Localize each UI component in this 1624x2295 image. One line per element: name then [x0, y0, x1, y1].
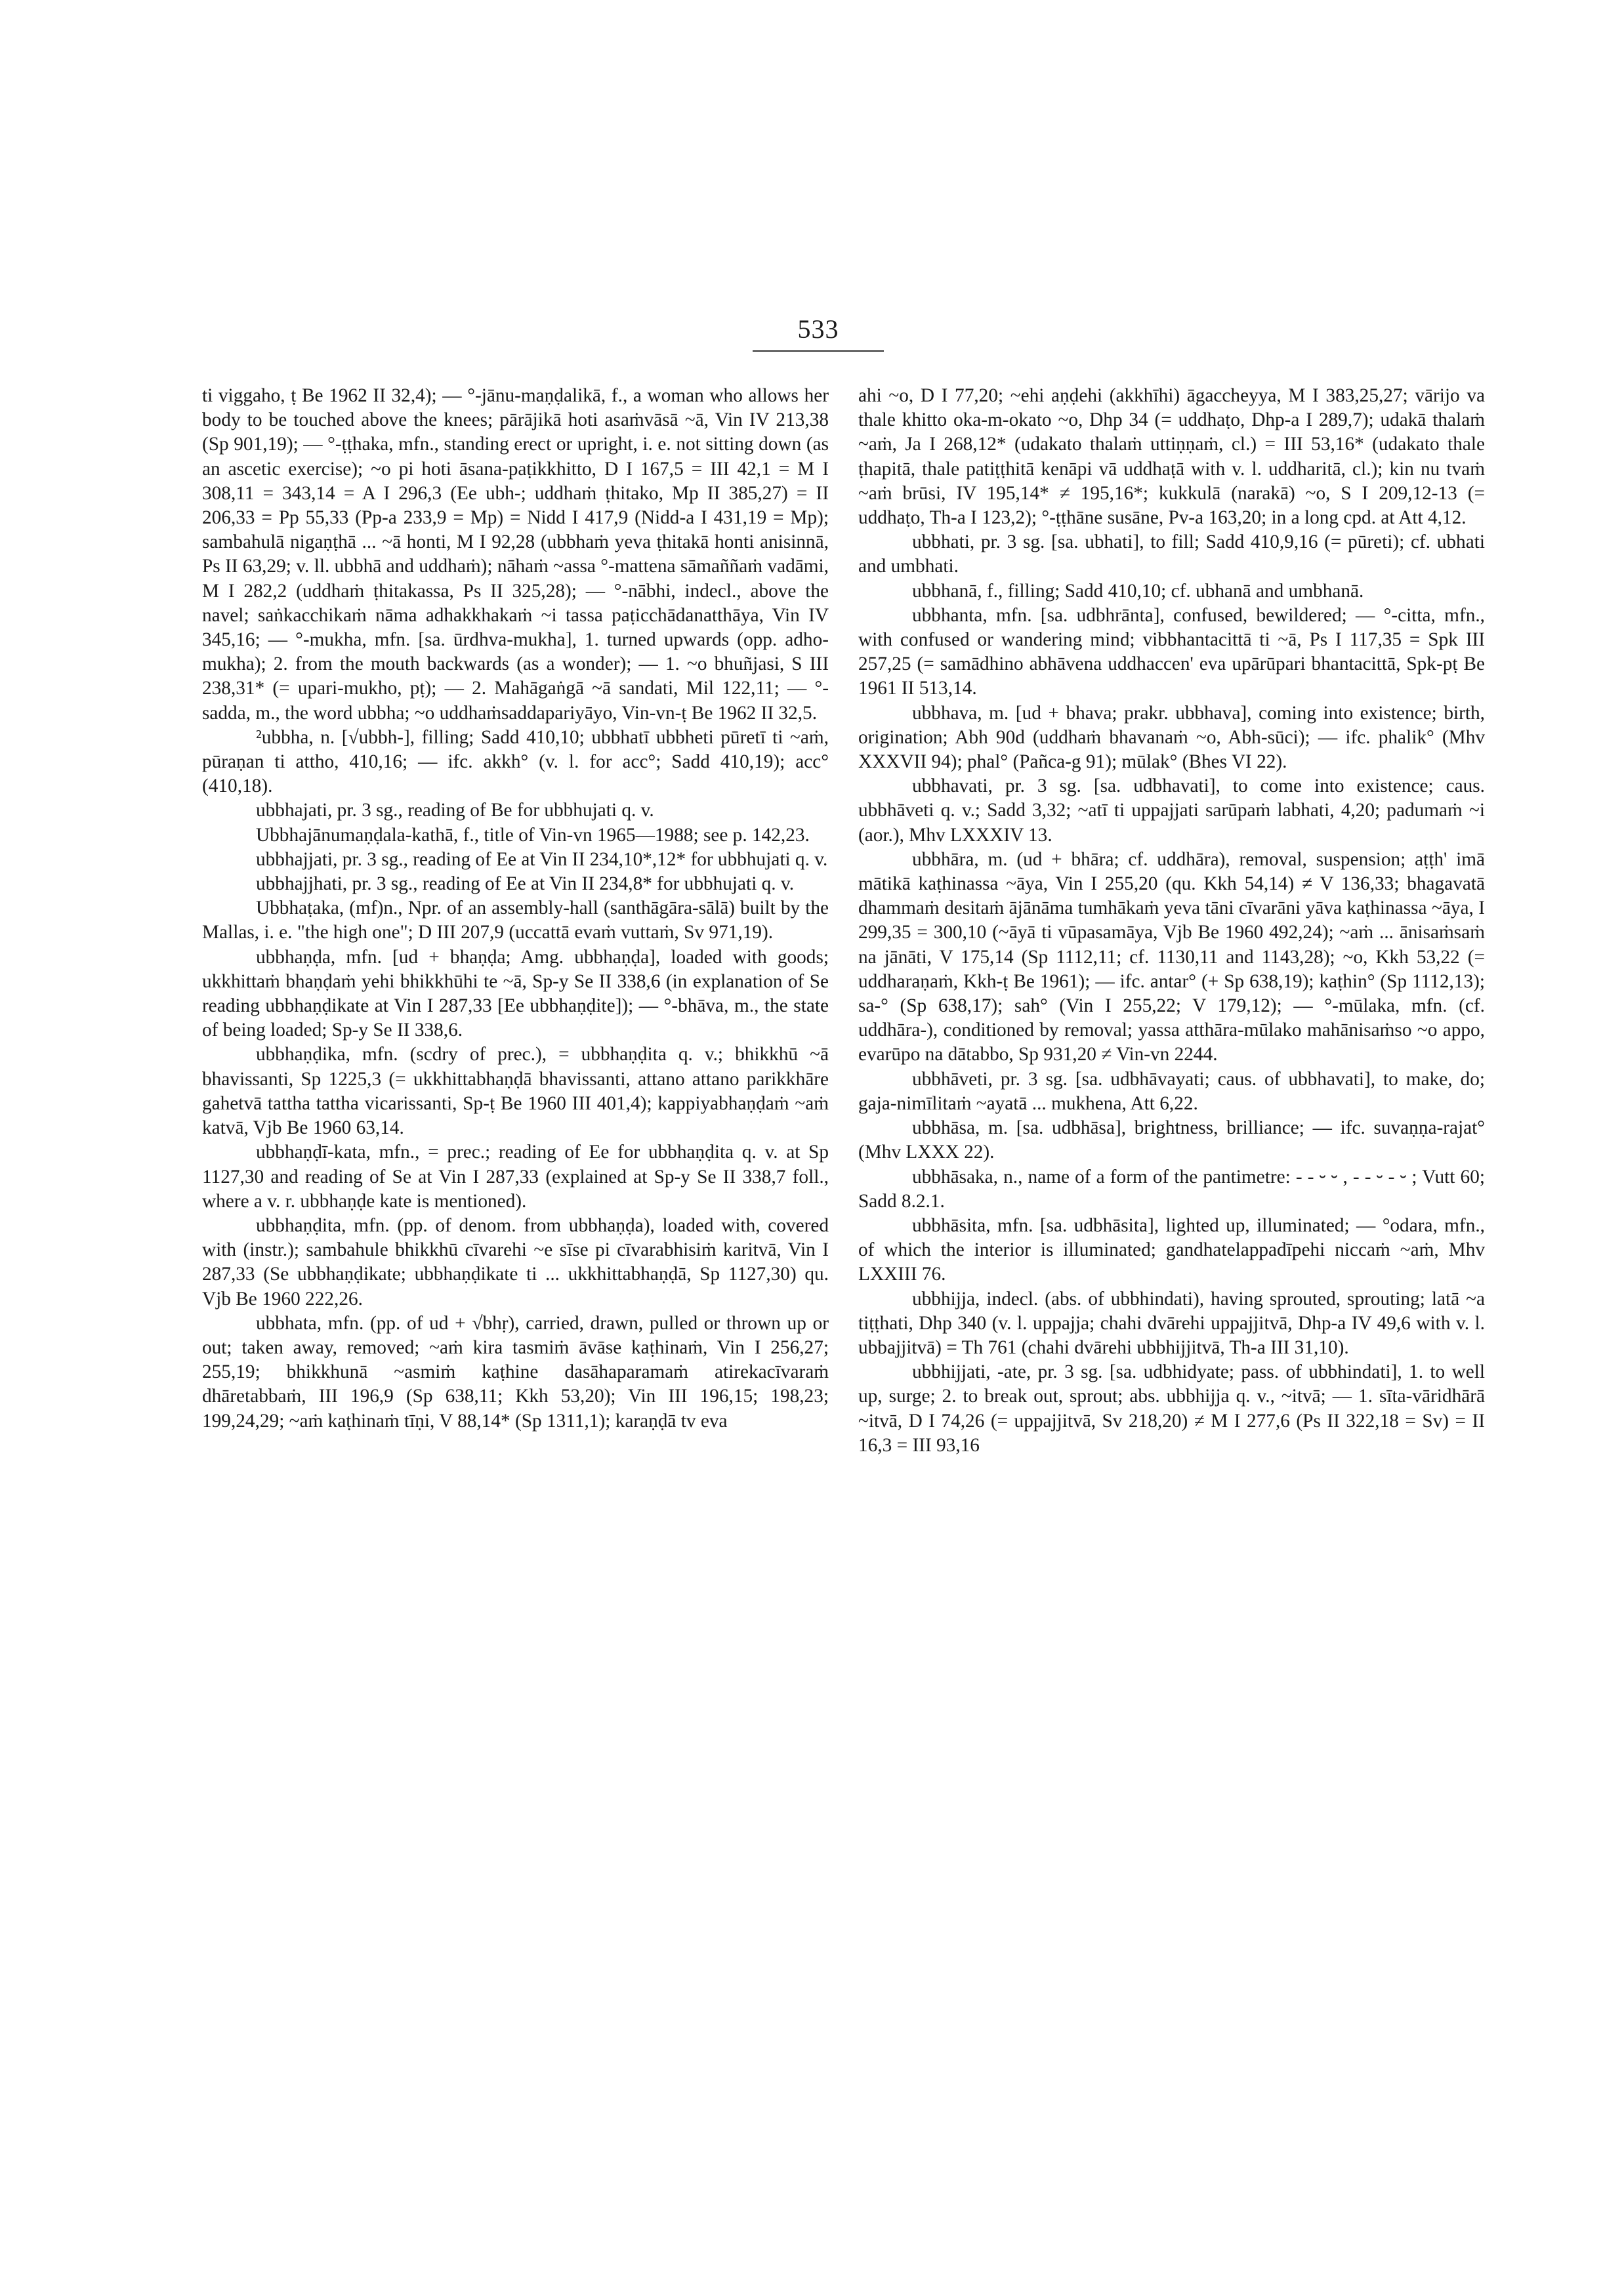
dictionary-entry: ubbhava, m. [ud + bhava; prakr. ubbhava], coming into existence; birth, origination; Abh 90d (uddhaṁ bhavanaṁ ~o, Abh-sūci); — ifc. phalik° (Mhv XXXVII 94); phal° (Pañca-g 91); mūlak° (Bhes VI 22). — [858, 702, 1485, 773]
dictionary-entry: ubbhāra, m. (ud + bhāra; cf. uddhāra), removal, suspension; aṭṭh' imā mātikā kaṭhinassa ~āya, Vin I 255,20 (qu. Kkh 54,14) ≠ V 136,33; bhagavatā dhammaṁ desitaṁ ājānāma tumhākaṁ yeva tāni cīvarāni yāva kaṭhinassa ~āya, I 299,35 = 300,10 (~āyā ti vūpasamāya, Vjb Be 1960 492,24); ~aṁ ... ānisaṁsaṁ na jānāti, V 175,14 (Sp 1112,11; cf. 1130,11 and 1143,28); ~o, Kkh 53,22 (= uddharaṇaṁ, Kkh-ṭ Be 1961); — ifc. antar° (+ Sp 638,19); kaṭhin° (Sp 1112,13); sa-° (Sp 638,17); sah° (Vin I 255,22; V 179,12); — °-mūlaka, mfn. (cf. uddhāra-), conditioned by removal; yassa atthāra-mūlako mahānisaṁso ~o appo, evarūpo na dātabbo, Sp 931,20 ≠ Vin-vn 2244. — [858, 848, 1485, 1065]
dictionary-entry: ubbhaṇḍa, mfn. [ud + bhaṇḍa; Amg. ubbhaṇḍa], loaded with goods; ukkhittaṁ bhaṇḍaṁ yehi bhikkhūhi te ~ā, Sp-y Se II 338,6 (in explanation of Se reading ubbhaṇḍikate at Vin I 287,33 [Ee ubbhaṇḍite]); — °-bhāva, m., the state of being loaded; Sp-y Se II 338,6. — [202, 946, 829, 1041]
dictionary-entry: ubbhajati, pr. 3 sg., reading of Be for ubbhujati q. v. — [256, 800, 654, 821]
dictionary-entry: ubbhāveti, pr. 3 sg. [sa. udbhāvayati; caus. of ubbhavati], to make, do; gaja-nimīlitaṁ ~ayatā ... mukhena, Att 6,22. — [858, 1068, 1485, 1114]
dictionary-entry: ubbhaṇḍī-kata, mfn., = prec.; reading of Ee for ubbhaṇḍita q. v. at Sp 1127,30 and reading of Se at Vin I 287,33 (explained at Sp-y Se II 338,7 foll., where a v. r. ubbhaṇḍe kate is mentioned). — [202, 1142, 829, 1212]
dictionary-entry: Ubbhaṭaka, (mf)n., Npr. of an assembly-hall (santhāgāra-sālā) built by the Mallas, i. e. "the high one"; D III 207,9 (uccattā evaṁ vuttaṁ, Sv 971,19). — [202, 898, 829, 943]
dictionary-entry: ahi ~o, D I 77,20; ~ehi aṇḍehi (akkhīhi) āgaccheyya, M I 383,25,27; vārijo va thale khitto oka-m-okato ~o, Dhp 34 (= uddhaṭo, Dhp-a I 289,7); udakā thalaṁ ~aṁ, Ja I 268,12* (udakato thalaṁ uttiṇṇaṁ, cl.) = III 53,16* (udakato thale ṭhapitā, thale patiṭṭhitā kenāpi vā uddhaṭā with v. l. uddharitā, cl.); kin nu tvaṁ ~aṁ brūsi, IV 195,14* ≠ 195,16*; kukkulā (narakā) ~o, S I 209,12-13 (= uddhaṭo, Th-a I 123,2); °-ṭṭhāne susāne, Pv-a 163,20; in a long cpd. at Att 4,12. — [858, 385, 1485, 529]
dictionary-entry: ubbhata, mfn. (pp. of ud + √bhṛ), carried, drawn, pulled or thrown up or out; taken away, removed; ~aṁ kira tasmiṁ āvāse kaṭhinaṁ, Vin I 256,27; 255,19; bhikkhunā ~asmiṁ kaṭhine dasāhaparamaṁ atirekacīvaraṁ dhāretabbaṁ, III 196,9 (Sp 638,11; Kkh 53,20); Vin III 196,15; 198,23; 199,24,29; ~aṁ kaṭhinaṁ tīṇi, V 88,14* (Sp 1311,1); karaṇḍā tv eva — [202, 1312, 829, 1432]
page-number-rule — [753, 350, 884, 352]
dictionary-entry: ubbhati, pr. 3 sg. [sa. ubhati], to fill; Sadd 410,9,16 (= pūreti); cf. ubhati and umbhati. — [858, 531, 1485, 577]
dictionary-entry: ubbhijjati, -ate, pr. 3 sg. [sa. udbhidyate; pass. of ubbhindati], 1. to well up, surge; 2. to break out, sprout; abs. ubbhijja q. v., ~itvā; — 1. sīta-vāridhārā ~itvā, D I 74,26 (= uppajjitvā, Sv 218,20) ≠ M I 277,6 (Ps II 322,18 = Sv) = II 16,3 = III 93,16 — [858, 1361, 1485, 1456]
page-number: 533 — [797, 314, 839, 344]
dictionary-entry: ubbhavati, pr. 3 sg. [sa. udbhavati], to come into existence; caus. ubbhāveti q. v.; Sadd 3,32; ~atī ti uppajjati sarūpaṁ labhati, 4,20; padumaṁ ~i (aor.), Mhv LXXXIV 13. — [858, 775, 1485, 846]
dictionary-entry: ubbhanā, f., filling; Sadd 410,10; cf. ubhanā and umbhanā. — [912, 580, 1364, 602]
left-column — [202, 384, 829, 1434]
dictionary-entry: ubbhāsaka, n., name of a form of the pantimetre: - - ⏑ ⏑ , - - ⏑ - ⏑ ; Vutt 60; Sadd 8.2.1. — [858, 1166, 1485, 1212]
dictionary-entry: ubbhajjati, pr. 3 sg., reading of Ee at Vin II 234,10*,12* for ubbhujati q. v. — [256, 848, 828, 870]
dictionary-entry: ubbhijja, indecl. (abs. of ubbhindati), having sprouted, sprouting; latā ~a tiṭṭhati, Dhp 340 (v. l. uppajja; chahi dvārehi uppajjitvā, Dhp-a IV 49,6 with v. l. ubbajjitvā) = Th 761 (chahi dvārehi ubbhijjitvā, Th-a III 31,10). — [858, 1288, 1485, 1358]
dictionary-entry: ubbhāsita, mfn. [sa. udbhāsita], lighted up, illuminated; — °odara, mfn., of which the interior is illuminated; gandhatelappadīpehi niccaṁ ~aṁ, Mhv LXXIII 76. — [858, 1214, 1485, 1285]
dictionary-entry: ²ubbha, n. [√ubbh-], filling; Sadd 410,10; ubbhatī ubbheti pūretī ti ~aṁ, pūraṇan ti attho, 410,16; — ifc. akkh° (v. l. for acc°; Sadd 410,19); acc° (410,18). — [202, 726, 829, 797]
dictionary-entry: Ubbhajānumaṇḍala-kathā, f., title of Vin-vn 1965—1988; see p. 142,23. — [256, 824, 810, 846]
dictionary-entry: ubbhaṇḍika, mfn. (scdry of prec.), = ubbhaṇḍita q. v.; bhikkhū ~ā bhavissanti, Sp 1225,3 (= ukkhittabhaṇḍā bhavissanti, attano attano parikkhāre gahetvā tattha tattha vicarissanti, Sp-ṭ Be 1960 III 401,4); kappiyabhaṇḍaṁ ~aṁ katvā, Vjb Be 1960 63,14. — [202, 1044, 829, 1139]
right-column — [858, 384, 1485, 1458]
dictionary-entry: ubbhāsa, m. [sa. udbhāsa], brightness, brilliance; — ifc. suvaṇṇa-rajat° (Mhv LXXX 22). — [858, 1117, 1485, 1163]
dictionary-entry: ti viggaho, ṭ Be 1962 II 32,4); — °-jānu-maṇḍalikā, f., a woman who allows her body to be touched above the knees; pārājikā hoti asaṁvāsā ~ā, Vin IV 213,38 (Sp 901,19); — °-ṭṭhaka, mfn., standing erect or upright, i. e. not sitting down (as an ascetic exercise); ~o pi hoti āsana-paṭikkhitto, D I 167,5 = III 42,1 = M I 308,11 = 343,14 = A I 296,3 (Ee ubh-; uddhaṁ ṭhitako, Mp II 385,27) = II 206,33 = Pp 55,33 (Pp-a 233,9 = Mp) = Nidd I 417,9 (Nidd-a I 431,19 = Mp); sambahulā nigaṇṭhā ... ~ā honti, M I 92,28 (ubbhaṁ yeva ṭhitakā honti anisinnā, Ps II 63,29; v. ll. ubbhā and uddhaṁ); nāhaṁ ~assa °-mattena sāmaññaṁ vadāmi, M I 282,2 (uddhaṁ ṭhitakassa, Ps II 325,28); — °-nābhi, indecl., above the navel; saṅkacchikaṁ nāma adhakkhakaṁ ~i tassa paṭicchādanatthāya, Vin IV 345,16; — °-mukha, mfn. [sa. ūrdhva-mukha], 1. turned upwards (opp. adho-mukha); 2. from the mouth backwards (as a wonder); — 1. ~o bhuñjasi, S III 238,31* (= upari-mukho, pṭ); — 2. Mahāgaṅgā ~ā sandati, Mil 122,11; — °-sadda, m., the word ubbha; ~o uddhaṁsaddapariyāyo, Vin-vn-ṭ Be 1962 II 32,5. — [202, 385, 829, 724]
dictionary-entry: ubbhaṇḍita, mfn. (pp. of denom. from ubbhaṇḍa), loaded with, covered with (instr.); sambahule bhikkhū cīvarehi ~e sīse pi cīvarabhisiṁ karitvā, Vin I 287,33 (Se ubbhaṇḍikate; ubbhaṇḍikate ti ... ukkhittabhaṇḍā, Sp 1127,30) qu. Vjb Be 1960 222,26. — [202, 1214, 829, 1310]
dictionary-entry: ubbhajjhati, pr. 3 sg., reading of Ee at Vin II 234,8* for ubbhujati q. v. — [256, 873, 795, 895]
dictionary-entry: ubbhanta, mfn. [sa. udbhrānta], confused, bewildered; — °-citta, mfn., with confused or wandering mind; vibbhantacittā ti ~ā, Ps I 117,35 = Spk III 257,25 (= samādhino abhāvena uddhaccen' eva upārūpari bhantacittā, Spk-pṭ Be 1961 II 513,14. — [858, 604, 1485, 699]
